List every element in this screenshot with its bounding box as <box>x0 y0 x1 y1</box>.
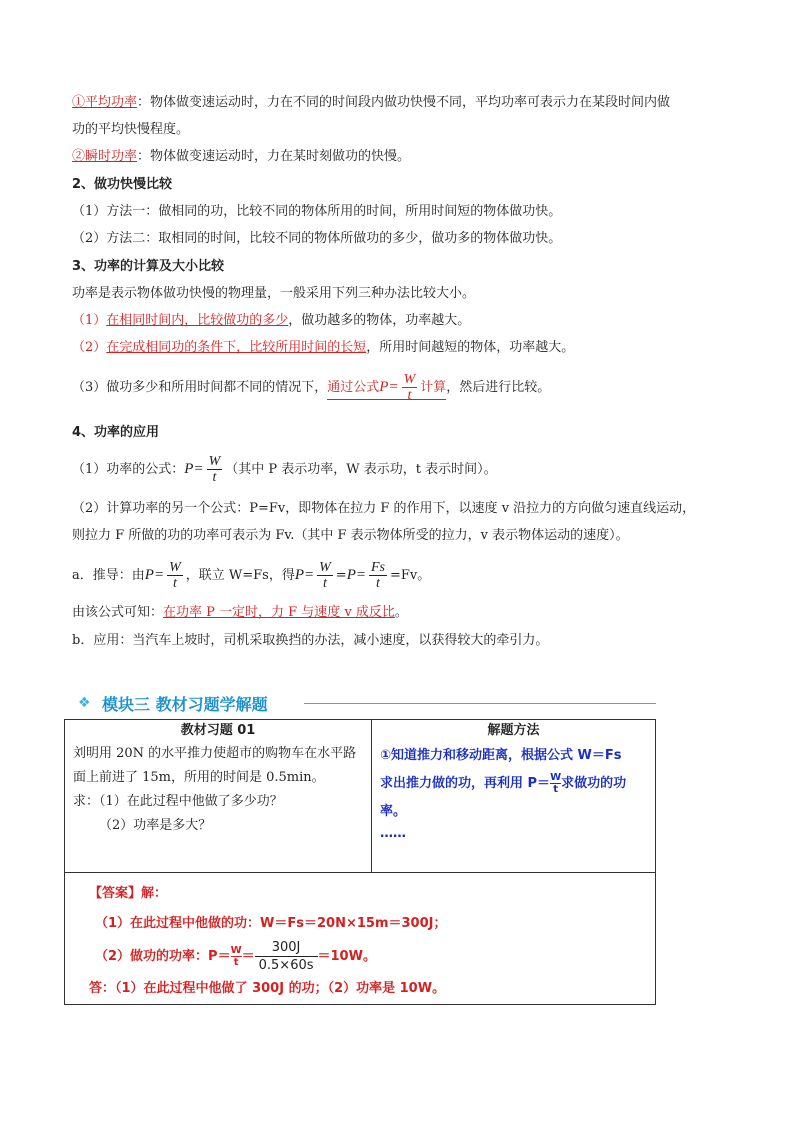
conc-end: 。 <box>394 605 408 620</box>
item3-formula-group <box>327 372 447 403</box>
method-line-1: ①知道推力和移动距离，根据公式 W＝Fs <box>380 748 622 763</box>
method-line-4: …… <box>380 826 406 841</box>
method-line-2a: 求出推力做的功，再利用 P＝ <box>380 776 551 791</box>
a-frac2-den: t <box>317 575 333 591</box>
item3-red2: 计算 <box>420 380 447 395</box>
f1-den: t <box>207 469 223 485</box>
module-title-rule <box>304 703 656 704</box>
question-title: 教材习题 01 <box>180 723 256 738</box>
f1-fraction <box>207 454 223 485</box>
a-frac3 <box>369 560 387 591</box>
a2-frac-small <box>231 945 242 968</box>
avg-power-text: ：物体做变速运动时，力在不同的时间段内做功快慢不同，平均功率可表示力在某段时间内做 <box>137 95 671 110</box>
inst-power-label: ②瞬时功率 <box>72 149 138 164</box>
method-fraction <box>550 772 561 795</box>
method-line-2 <box>380 770 647 798</box>
item2-red: 在完成相同功的条件下，比较所用时间的长短 <box>106 340 367 355</box>
fv-line1: （2）计算功率的另一个公式：P=Fv，即物体在拉力 F 的作用下，以速度 v 沿拉力的方向做匀速直线运动， <box>72 501 696 516</box>
a2-small-num: W <box>230 945 242 956</box>
avg-power-line2: 功的平均快慢程度。 <box>72 122 190 137</box>
compare-item-1 <box>72 312 470 330</box>
avg-power-line <box>72 94 670 112</box>
section3-intro: 功率是表示物体做功快慢的物理量，一般采用下列三种办法比较大小。 <box>72 286 476 301</box>
item3-prefix: （3）做功多少和所用时间都不同的情况下， <box>72 380 328 395</box>
a-frac2-num: W <box>319 560 331 575</box>
question-line-3: 求：（1）在此过程中他做了多少功？ <box>73 794 283 809</box>
fv-line2: 则拉力 F 所做的功的功率可表示为 Fv.（其中 F 表示物体所受的拉力，v 表示物体运动的速度）。 <box>72 528 629 543</box>
final-answer: 答：（1）在此过程中他做了 300J 的功；（2）功率是 10W。 <box>89 981 446 996</box>
method-frac-den: t <box>550 783 561 795</box>
a-P2: P <box>294 567 304 583</box>
formula-fraction <box>402 372 418 403</box>
f1-note: （其中 P 表示功率，W 表示功，t 表示时间）。 <box>225 462 497 477</box>
power-formula-line <box>72 452 497 487</box>
formula-eq: = <box>388 379 399 395</box>
a-eq2: = <box>304 567 315 583</box>
a-frac1-num: W <box>169 560 181 575</box>
a-eq3: = <box>335 568 347 583</box>
avg-power-label: ①平均功率 <box>72 95 138 110</box>
inst-power-text: ：物体做变速运动时，力在某时刻做功的快慢。 <box>137 149 411 164</box>
question-line-1: 刘明用 20N 的水平推力使超市的购物车在水平路 <box>73 746 357 761</box>
a-frac1 <box>167 560 183 591</box>
a2-main-den: 0.5×60s <box>255 956 318 974</box>
a-frac1-den: t <box>167 575 183 591</box>
section3-heading: 3、功率的计算及大小比较 <box>72 259 225 274</box>
a-P3: P <box>346 567 356 583</box>
conc-red: 在功率 P 一定时，力 F 与速度 v 成反比 <box>163 605 395 620</box>
conclusion-line <box>72 604 408 622</box>
a-end: =Fv。 <box>390 568 431 583</box>
a-eq4: = <box>355 567 366 583</box>
a2-prefix: （2）做功的功率：P＝ <box>95 949 231 964</box>
diamond-arrows-icon: ❖ <box>78 695 91 711</box>
question-line-4: （2）功率是多大？ <box>99 818 212 833</box>
method-line-2b: 求做功的功 <box>561 776 627 791</box>
section2-heading: 2、做功快慢比较 <box>72 177 173 192</box>
section4-heading: 4、功率的应用 <box>72 425 160 440</box>
a2-frac-main <box>255 939 318 974</box>
a-prefix: a．推导：由 <box>72 568 145 583</box>
a-P1: P <box>144 567 154 583</box>
item2-rest: ，所用时间越短的物体，功率越大。 <box>366 340 575 355</box>
item3-red1: 通过公式 <box>327 380 380 395</box>
formula-P: P <box>379 379 389 395</box>
answer-label: 【答案】解： <box>89 886 168 901</box>
frac-den: t <box>402 387 418 403</box>
compare-item-2 <box>72 339 574 357</box>
a2-small-den: t <box>231 956 242 968</box>
a2-eq: ＝ <box>241 949 255 964</box>
a-mid: ，联立 W=Fs，得 <box>185 568 295 583</box>
derivation-line <box>72 558 430 593</box>
method-line-3: 率。 <box>380 804 407 819</box>
item2-prefix: （2） <box>72 340 107 355</box>
f1-eq: = <box>193 461 204 477</box>
exercise-table <box>64 719 656 1005</box>
f1-prefix: （1）功率的公式： <box>72 462 185 477</box>
method-frac-num: W <box>550 772 562 783</box>
module-title-text: 模块三 教材习题学解题 <box>102 695 268 714</box>
item1-prefix: （1） <box>72 313 107 328</box>
module-title <box>78 692 578 716</box>
f1-P: P <box>184 461 194 477</box>
a-frac3-den: t <box>369 575 387 591</box>
a-eq1: = <box>153 567 165 583</box>
method-2: （2）方法二：取相同的时间，比较不同的物体所做功的多少，做功多的物体做功快。 <box>72 231 562 246</box>
question-cell <box>65 720 372 873</box>
answer-line-2 <box>89 939 655 974</box>
f1-num: W <box>208 454 221 469</box>
inst-power-line <box>72 148 410 166</box>
answer-cell <box>65 873 656 1005</box>
a2-main-num: 300J <box>271 940 301 955</box>
item1-red: 在相同时间内，比较做功的多少 <box>106 313 289 328</box>
method-cell <box>372 720 656 873</box>
answer-line-1: （1）在此过程中他做的功：W＝Fs＝20N×15m＝300J； <box>95 916 447 931</box>
application-line: b．应用：当汽车上坡时，司机采取换挡的办法，减小速度，以获得较大的牵引力。 <box>72 633 549 648</box>
compare-item-3 <box>72 370 550 405</box>
question-line-2: 面上前进了 15m，所用的时间是 0.5min。 <box>73 770 325 785</box>
item3-rest: ，然后进行比较。 <box>446 380 551 395</box>
method-title: 解题方法 <box>487 723 540 738</box>
a-frac3-num: Fs <box>371 560 385 575</box>
a2-end: ＝10W。 <box>317 949 376 964</box>
item1-rest: ，做功越多的物体，功率越大。 <box>288 313 471 328</box>
frac-num: W <box>403 372 416 387</box>
method-1: （1）方法一：做相同的功，比较不同的物体所用的时间，所用时间短的物体做功快。 <box>72 204 562 219</box>
conc-prefix: 由该公式可知： <box>72 605 164 620</box>
a-frac2 <box>317 560 333 591</box>
